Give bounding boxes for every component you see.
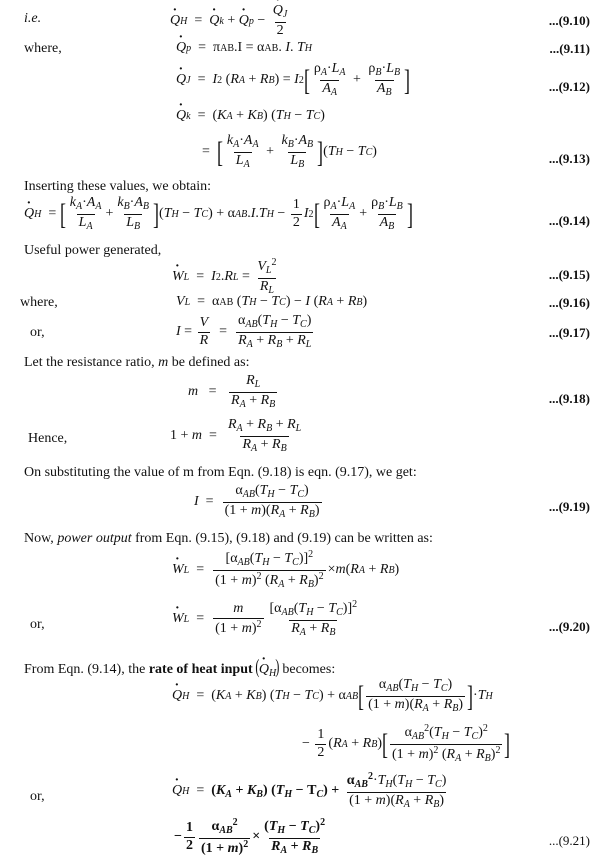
label-ie: i.e. — [24, 11, 42, 26]
equation-power-output-a: · W L = $\frac{[\alpha_{AB}(T_H - T_C)]^2}{(1 + m)^2 (R_A + R_B)^2}$ × m ( R A + R B ) — [172, 550, 399, 590]
equation-9-14: · Q H = [ $\frac{k_A\cdot A_A}{L_A}$ + $\frac{k_B\cdot A_B}{L_B}$ ] ( T H − T C ) + α AB . I . T H − $\frac{1}{2}$ I 2 [ $\frac{\rho_A\cdot L_A}{A_A}$ + $\frac{\rho_B\cdot L_B}{A_B}$ ] — [24, 196, 413, 232]
eqno-9-21: ...(9.21) — [548, 833, 590, 848]
equation-heat-input-b: − $\frac{1}{2}$ ( R A + R B ) [ $\frac{\alpha_{AB}^2(T_H - T_C)^2}{(1 + m)^2 (R_A + R_B)^2}$ ] — [302, 723, 511, 764]
eqno-9-18: ...(9.18) — [548, 391, 590, 406]
eqno-9-16: ...(9.16) — [548, 295, 590, 310]
paragraph-power-output: Now, power output from Eqn. (9.15), (9.18) and (9.19) can be written as: — [24, 531, 433, 546]
equation-9-15: · W L = I 2 . R L = $\frac{V_L^2}{R_L}$ — [172, 258, 280, 296]
eqno-9-11: ...(9.11) — [549, 41, 590, 56]
eqno-9-14: ...(9.14) — [548, 213, 590, 228]
equation-heat-input-a: · Q H = ( K A + K B ) ( T H − T C ) + α AB [ $\frac{\alpha_{AB}(T_H - T_C)}{(1 + m)(R_A + R_B)}$ ] · T H — [172, 678, 493, 714]
eqno-9-19: ...(9.19) — [548, 499, 590, 514]
paragraph-inserting: Inserting these values, we obtain: — [24, 179, 212, 194]
equation-9-13-b: = [ $\frac{k_A\cdot A_A}{L_A}$ + $\frac{k_B\cdot A_B}{L_B}$ ] ( T H − T C ) — [202, 133, 377, 170]
label-where-1: where, — [24, 41, 62, 56]
equation-hence: 1 + m = $\frac{R_A + R_B + R_L}{R_A + R_B}$ — [170, 417, 302, 454]
label-where-2: where, — [20, 295, 58, 310]
eqno-9-20: ...(9.20) — [548, 619, 590, 634]
eqno-9-13: ...(9.13) — [548, 151, 590, 166]
paragraph-resistance-ratio: Let the resistance ratio, m be defined as: — [24, 355, 250, 370]
label-hence: Hence, — [28, 431, 68, 446]
equation-9-11: · Q p = π AB .I = α AB . I . T H — [176, 40, 312, 56]
paragraph-substituting: On substituting the value of m from Eqn. (9.18) is eqn. (9.17), we get: — [24, 465, 417, 480]
eqno-9-12: ...(9.12) — [548, 79, 590, 94]
equation-9-16: V L = α AB ( T H − T C ) − I ( R A + R B ) — [176, 294, 368, 309]
equation-9-13-a: · Q k = ( K A + K B ) ( T H − T C ) — [176, 108, 325, 124]
label-or-1: or, — [30, 325, 45, 340]
equation-9-10: · Q H = · Q k + · Q p − · $\frac{Q_J}{2}$ — [170, 4, 291, 38]
equation-heat-input-c: · Q H = $(K_A + K_B) (T_H - T_C)$ + $\frac{\alpha_{AB}^2\cdot T_H(T_H - T_C)}{(1 + m)(R_A + R_B)}$ — [172, 772, 450, 810]
equation-9-17: I = $\frac{V}{R}$ = $\frac{\alpha_{AB}(T_H - T_C)}{R_A + R_B + R_L}$ — [176, 313, 312, 350]
equation-9-18: m = $\frac{R_L}{R_A + R_B}$ — [188, 373, 276, 410]
eqno-9-15: ...(9.15) — [548, 267, 590, 282]
paragraph-useful-power: Useful power generated, — [24, 243, 162, 258]
equation-9-12: · Q J = I 2 ( R A + R B ) = I 2 [ $\frac{\rho_A\cdot L_A}{A_A}$ + $\frac{\rho_B\cdot L_B}{A_B}$ ] — [176, 62, 410, 98]
equation-9-19: I = $\frac{\alpha_{AB}(T_H - T_C)}{(1 + m)(R_A + R_B)}$ — [194, 483, 320, 520]
label-or-2: or, — [30, 617, 45, 632]
equation-9-20: · W L = $\frac{m}{(1 + m)^2}$ $\frac{[\alpha_{AB}(T_H - T_C)]^2}{R_A + R_B}$ — [172, 600, 361, 638]
equation-9-21: − $\frac{1}{2}$ $\frac{\alpha_{AB}^2}{(1 + m)^2}$ × $\frac{(T_H - T_C)^2}{R_A + R_B}$ — [174, 817, 326, 856]
paragraph-rate-heat-input: From Eqn. (9.14), the rate of heat input (· $Q_H$) becomes: — [24, 658, 335, 679]
eqno-9-17: ...(9.17) — [548, 325, 590, 340]
eqno-9-10: ...(9.10) — [548, 13, 590, 28]
label-or-3: or, — [30, 789, 45, 804]
